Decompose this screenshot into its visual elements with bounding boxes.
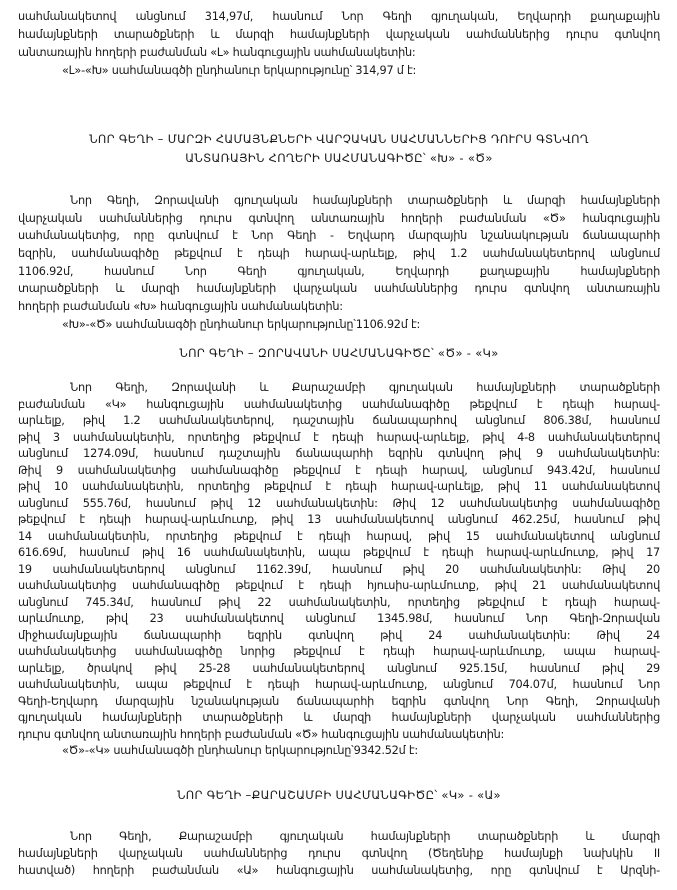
text-line: 14 սահմանակետին, որտեղից թեքվում է դեպի հարավ, թիվ 15 սահմանակետով անցնում [18,529,660,543]
text-line: Թիվ 9 սահմանակետից սահմանագիծը թեքվում է դեպի հարավ, անցնում 943.42մ, հասնում [18,463,660,477]
text-line: արևելք, ծրակով թիվ 25-28 սահմանակետերով անցնում 925.15մ, հասնում թիվ 29 [18,661,660,675]
text-line: սահմանակետից սահմանագիծը նորից թեքվում է դեպի հարավ-արևմուտք, ապա հարավ- [18,645,660,658]
text-line: հատված) հողերի բաժանման «Ա» հանգուցային սահմանակետից, որը գտնվում է Արզնի- [18,864,660,877]
section-heading [18,786,660,804]
text-line: հողերի բաժանման «Խ» հանգուցային սահմանակետին: [18,300,343,314]
text-line: Նոր Գեղի, Քարաշամբի գյուղական համայնքների տարածքների և մարզի [70,830,660,843]
text-line: գյուղական համայնքների տարածքների և մարզի համայնքների վարչական սահմաններից [18,711,660,724]
text-line: 616.69մ, հասնում թիվ 16 սահմանակետին, ապա թեքվում է դեպի հարավ-արևմուտք, թիվ 17 [18,546,660,559]
text-line: անցնում 1274.09մ, հասնում դաշտային ճանապարհի եզրին գտնվող թիվ 9 սահմանակետին: [18,447,660,460]
text-line: 1106.92մ, հասնում Նոր Գեղի գյուղական, Եղվարդի քաղաքային համայնքների [18,264,660,278]
text-line: սահմանակետից սահմանագիծը թեքվում է դեպի հյուսիս-արևմուտք, թիվ 21 սահմանակետով [18,579,660,592]
text-line: դուրս գտնվող անտառային հողերի բաժանման «Ծ» հանգուցային սահմանակետին: [18,727,505,741]
text-line: համայնքների վարչական սահմաններից դուրս գտնվող (Ծեղենիք համայնքի նախկին II [18,847,660,860]
text-line: անցնում 745.34մ, հասնում թիվ 22 սահմանակետին, որտեղից թեքվում է դեպի հարավ- [18,595,660,609]
text-line: համայնքների տարածքների և մարզի համայնքների վարչական սահմաններից դուրս գտնվող [18,28,660,41]
heading-line: ԱՆՏԱՌԱՅԻՆ ՀՈՂԵՐԻ ՍԱՀՄԱՆԱԳԻԾԸ՝ «Խ» - «Ծ» [185,151,493,165]
paragraph [18,380,660,760]
text-line: թիվ 3 սահմանակետին, որտեղից թեքվում է դեպի հարավ-արևելք, թիվ 4-8 սահմանակետերով [18,430,660,444]
text-line: սահմանակետին, ապա թեքվում է դեպի հարավ-արևմուտք, անցնում 704.07մ, հասնում Նոր [18,678,660,691]
heading-line: ՆՈՐ ԳԵՂԻ – ՄԱՐԶԻ ՀԱՄԱՅՆՔՆԵՐԻ ՎԱՐՉԱԿԱՆ ՍԱՀՄԱՆՆԵՐԻՑ ԴՈՒՐՍ ԳՏՆՎՈՂ [89,132,589,146]
section-heading [18,130,660,168]
paragraph [18,192,660,334]
boundary-length-summary: «Լ»-«Խ» սահմանագծի ընդհանուր երկարությունը՝ 314,97 մ է: [62,64,417,77]
text-line: եզրին, սահմանագիծը թեքվում է դեպի հարավ-արևելք, թիվ 1.2 սահմանակետերով անցնում [18,247,660,261]
text-line: սահմանակետով անցնում 314,97մ, հասնում Նոր Գեղի գյուղական, Եղվարդի քաղաքային [18,10,660,23]
text-line: տարածքների և մարզի համայնքների վարչական սահմաններից դուրս գտնվող անտառային [18,282,660,296]
text-line: արևմուտք, թիվ 23 սահմանակետով անցնում 1345.98մ, հասնում Նոր Գեղի-Զորավան [18,612,660,625]
paragraph [18,8,660,80]
heading-line: ՆՈՐ ԳԵՂԻ – ԶՈՐԱՎԱՆԻ ՍԱՀՄԱՆԱԳԻԾԸ՝ «Ծ» - «Կ» [179,346,499,360]
text-line: վարչական սահմաններից դուրս գտնվող անտառային հողերի բաժանման «Ծ» հանգուցային [18,211,660,225]
text-line: թիվ 10 սահմանակետին, որտեղից թեքվում է դեպի հարավ-արևելք, թիվ 11 սահմանակետով [18,480,660,493]
section-heading [18,344,660,362]
text-line: 19 սահմանակետերով անցնում 1162.39մ, հասնում թիվ 20 սահմանակետին: Թիվ 20 [18,562,660,576]
text-line: Նոր Գեղի, Զորավանի և Քարաշամբի գյուղական համայնքների տարածքների [70,381,660,394]
text-line: թեքվում է դեպի հարավ-արևմուտք, թիվ 13 սահմանակետով անցնում 462.25մ, հասնում թիվ [18,513,660,526]
paragraph [18,828,660,879]
text-line: Գեղի-Եղվարդ մարզային նշանակության ճանապարհի եզրին գտնվող Նոր Գեղի, Զորավանի [18,694,660,708]
boundary-length-summary: «Ծ»-«Կ» սահմանագծի ընդհանուր երկարությունը՝9342.52մ է: [62,744,418,757]
heading-line: ՆՈՐ ԳԵՂԻ –ՔԱՐԱՇԱՄԲԻ ՍԱՀՄԱՆԱԳԻԾԸ՝ «Կ» - «Ա» [177,788,501,802]
text-line: անցնում 555.76մ, հասնում թիվ 12 սահմանակետին: Թիվ 12 սահմանակետից սահմանագիծը [18,496,660,510]
text-line: բաժանման «Կ» հանգուցային սահմանակետից սահմանագիծը թեքվում է դեպի հարավ- [18,397,660,411]
text-line: Նոր Գեղի, Զորավանի գյուղական համայնքների տարածքների և մարզի համայնքների [70,194,660,207]
text-line: արևելք, թիվ 1.2 սահմանակետերով, դաշտային ճանապարհով անցնում 806.38մ, հասնում [18,414,660,427]
boundary-length-summary: «Խ»-«Ծ» սահմանագծի ընդհանուր երկարությունը՝1106.92մ է: [62,317,421,331]
text-line: անտառային հողերի բաժանման «Լ» հանգուցային սահմանակետին: [18,46,416,59]
text-line: միջհամայնքային ճանապարհի եզրին գտնվող թիվ 24 սահմանակետին: Թիվ 24 [18,628,660,642]
text-line: սահմանակետից, որը գտնվում է Նոր Գեղի - Եղվարդ մարզային նշանակության ճանապարհի [18,229,660,243]
